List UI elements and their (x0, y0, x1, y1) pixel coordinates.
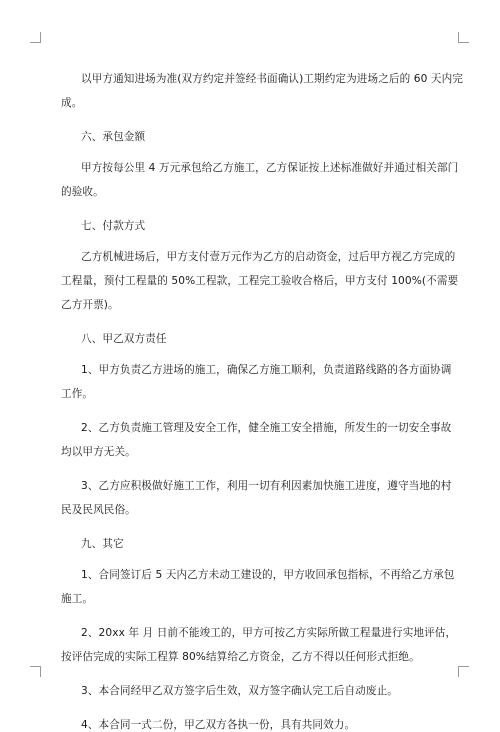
paragraph-line: 3、本合同经甲乙双方签字后生效，双方签字确认完工后自动废止。 (81, 685, 398, 697)
page-corner-mark-top-right (458, 32, 469, 43)
section-heading: 九、其它 (81, 538, 124, 550)
section-heading: 六、承包金额 (81, 131, 146, 143)
section-heading: 八、甲乙双方责任 (81, 333, 167, 345)
paragraph-line: 成。 (61, 97, 83, 109)
paragraph-line: 1、合同签订后 5 天内乙方未动工建设的，甲方收回承包指标，不再给乙方承包 (81, 569, 455, 581)
paragraph-line: 按评估完成的实际工程算 80%结算给乙方资金，乙方不得以任何形式拒绝。 (61, 651, 420, 663)
paragraph-line: 4、本合同一式二份，甲乙双方各执一份，具有共同效力。 (81, 719, 356, 731)
paragraph-line: 工程量，预付工程量的 50%工程款，工程完工验收合格后，甲方支付 100%(不需要 (61, 275, 459, 287)
paragraph-line: 2、乙方负责施工管理及安全工作，健全施工安全措施，所发生的一切安全事故 (81, 422, 452, 434)
page-corner-mark-top-left (30, 32, 41, 43)
paragraph-line: 以甲方通知进场为准(双方约定并签经书面确认)工期约定为进场之后的 60 天内完 (81, 73, 463, 85)
page-corner-mark-bottom-right (458, 666, 469, 677)
page-corner-mark-bottom-left (30, 666, 41, 677)
paragraph-line: 施工。 (61, 593, 94, 605)
paragraph-line: 乙方开票)。 (61, 299, 119, 311)
paragraph-line: 均以甲方无关。 (61, 446, 136, 458)
paragraph-line: 甲方按每公里 4 万元承包给乙方施工，乙方保证按上述标准做好并通过相关部门 (81, 162, 459, 174)
paragraph-line: 乙方机械进场后，甲方支付壹万元作为乙方的启动资金，过后甲方视乙方完成的 (81, 251, 456, 263)
paragraph-line: 3、乙方应积极做好施工工作，利用一切有利因素加快施工进度，遵守当地的村 (81, 480, 452, 492)
paragraph-line: 2、20xx 年 月 日前不能竣工的，甲方可按乙方实际所做工程量进行实地评估， (81, 627, 457, 639)
paragraph-line: 的验收。 (61, 186, 104, 198)
paragraph-line: 1、甲方负责乙方进场的施工，确保乙方施工顺利，负责道路线路的各方面协调 (81, 364, 452, 376)
paragraph-line: 工作。 (61, 388, 94, 400)
section-heading: 七、付款方式 (81, 220, 146, 232)
paragraph-line: 民及民风民俗。 (61, 504, 136, 516)
